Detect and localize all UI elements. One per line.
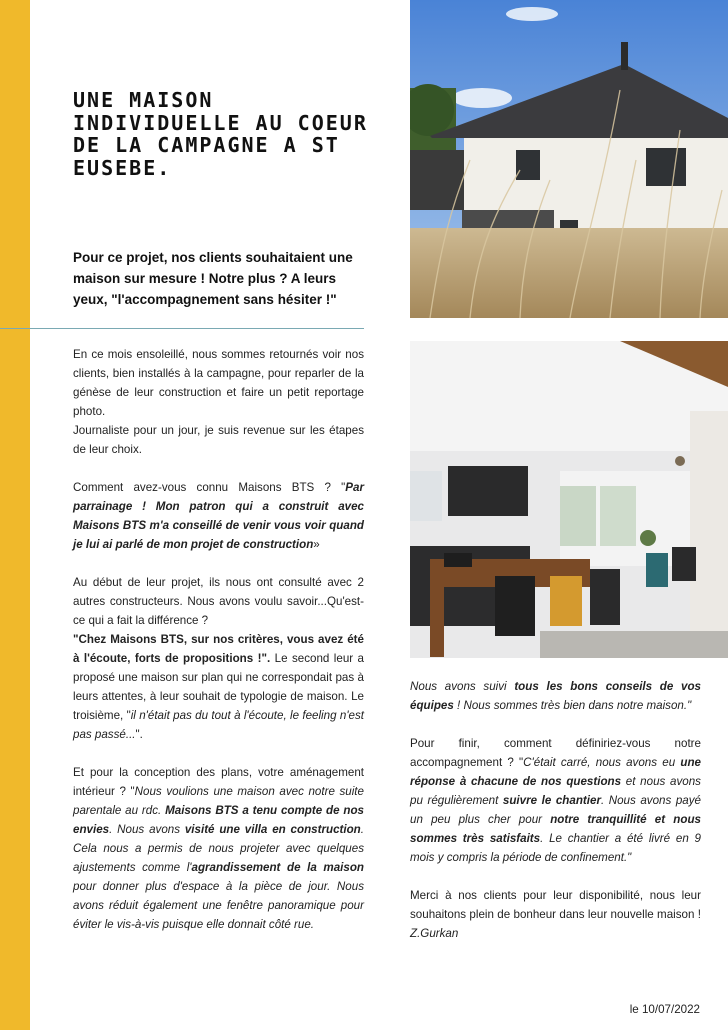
divider: [0, 328, 364, 329]
publication-date: le 10/07/2022: [629, 1003, 700, 1016]
paragraph-difference: Au début de leur projet, ils nous ont consulté avec 2 autres constructeurs. Nous avons voulu savoir...Qu'est-ce qui a fait la différence ? "Chez Maisons BTS, sur nos critères, vous avez été à l'écoute, forts de propositions !". Le second leur a proposé une maison sur plan qui ne correspondait pas à leurs attentes, à leur souhait de typologie de maison. Le troisième, "il n'était pas du tout à l'écoute, le feeling n'est pas passé...".: [73, 576, 364, 741]
paragraph-accompaniment: Pour finir, comment définiriez-vous notre accompagnement ? "C'était carré, nous avons eu une réponse à chacune de nos questions et nous avons pu régulièrement suivre le chantier. Nous avons payé un peu plus cher pour notre tranquillité et nous sommes très satisfaits. Le chantier a été livré en 9 mois y compris la période de confinement.": [410, 737, 702, 864]
house-exterior-photo: [410, 0, 728, 318]
article-left-column: [73, 345, 364, 934]
intro-text: Pour ce projet, nos clients souhaitaient une maison sur mesure ! Notre plus ? A leurs yeux, "l'accompagnement sans hésiter !": [73, 250, 353, 307]
article-right-column: [410, 677, 701, 943]
kitchen-interior-photo: [410, 341, 728, 658]
paragraph-advice: Nous avons suivi tous les bons conseils de vos équipes ! Nous sommes très bien dans notre maison.": [410, 680, 702, 712]
page-title: UNE MAISON INDIVIDUELLE AU COEUR DE LA CAMPAGNE A ST EUSEBE.: [73, 88, 368, 180]
yellow-side-bar: [0, 0, 30, 1030]
paragraph-thanks: Merci à nos clients pour leur disponibilité, nous leur souhaitons plein de bonheur dans leur nouvelle maison ! Z.Gurkan: [410, 889, 701, 940]
paragraph-plans: Et pour la conception des plans, votre aménagement intérieur ? "Nous voulions une maison avec notre suite parentale au rdc. Maisons BTS a tenu compte de nos envies. Nous avons visité une villa en construction. Cela nous a permis de nous projeter avec quelques ajustements comme l'agrandissement de la maison pour donner plus d'espace à la pièce de jour. Nous avons réduit également une fenêtre panoramique pour éviter le vis-à-vis puisque elle donnait côté rue.: [73, 766, 364, 931]
paragraph-visit: En ce mois ensoleillé, nous sommes retournés voir nos clients, bien installés à la campagne, pour reparler de la génèse de leur construction et faire un petit reportage photo. Journaliste pour un jour, je suis revenue sur les étapes de leur choix.: [73, 348, 364, 456]
paragraph-how-known: Comment avez-vous connu Maisons BTS ? "Par parrainage ! Mon patron qui a construit avec Maisons BTS m'a conseillé de venir vous voir quand je lui ai parlé de mon projet de construction»: [73, 481, 364, 551]
